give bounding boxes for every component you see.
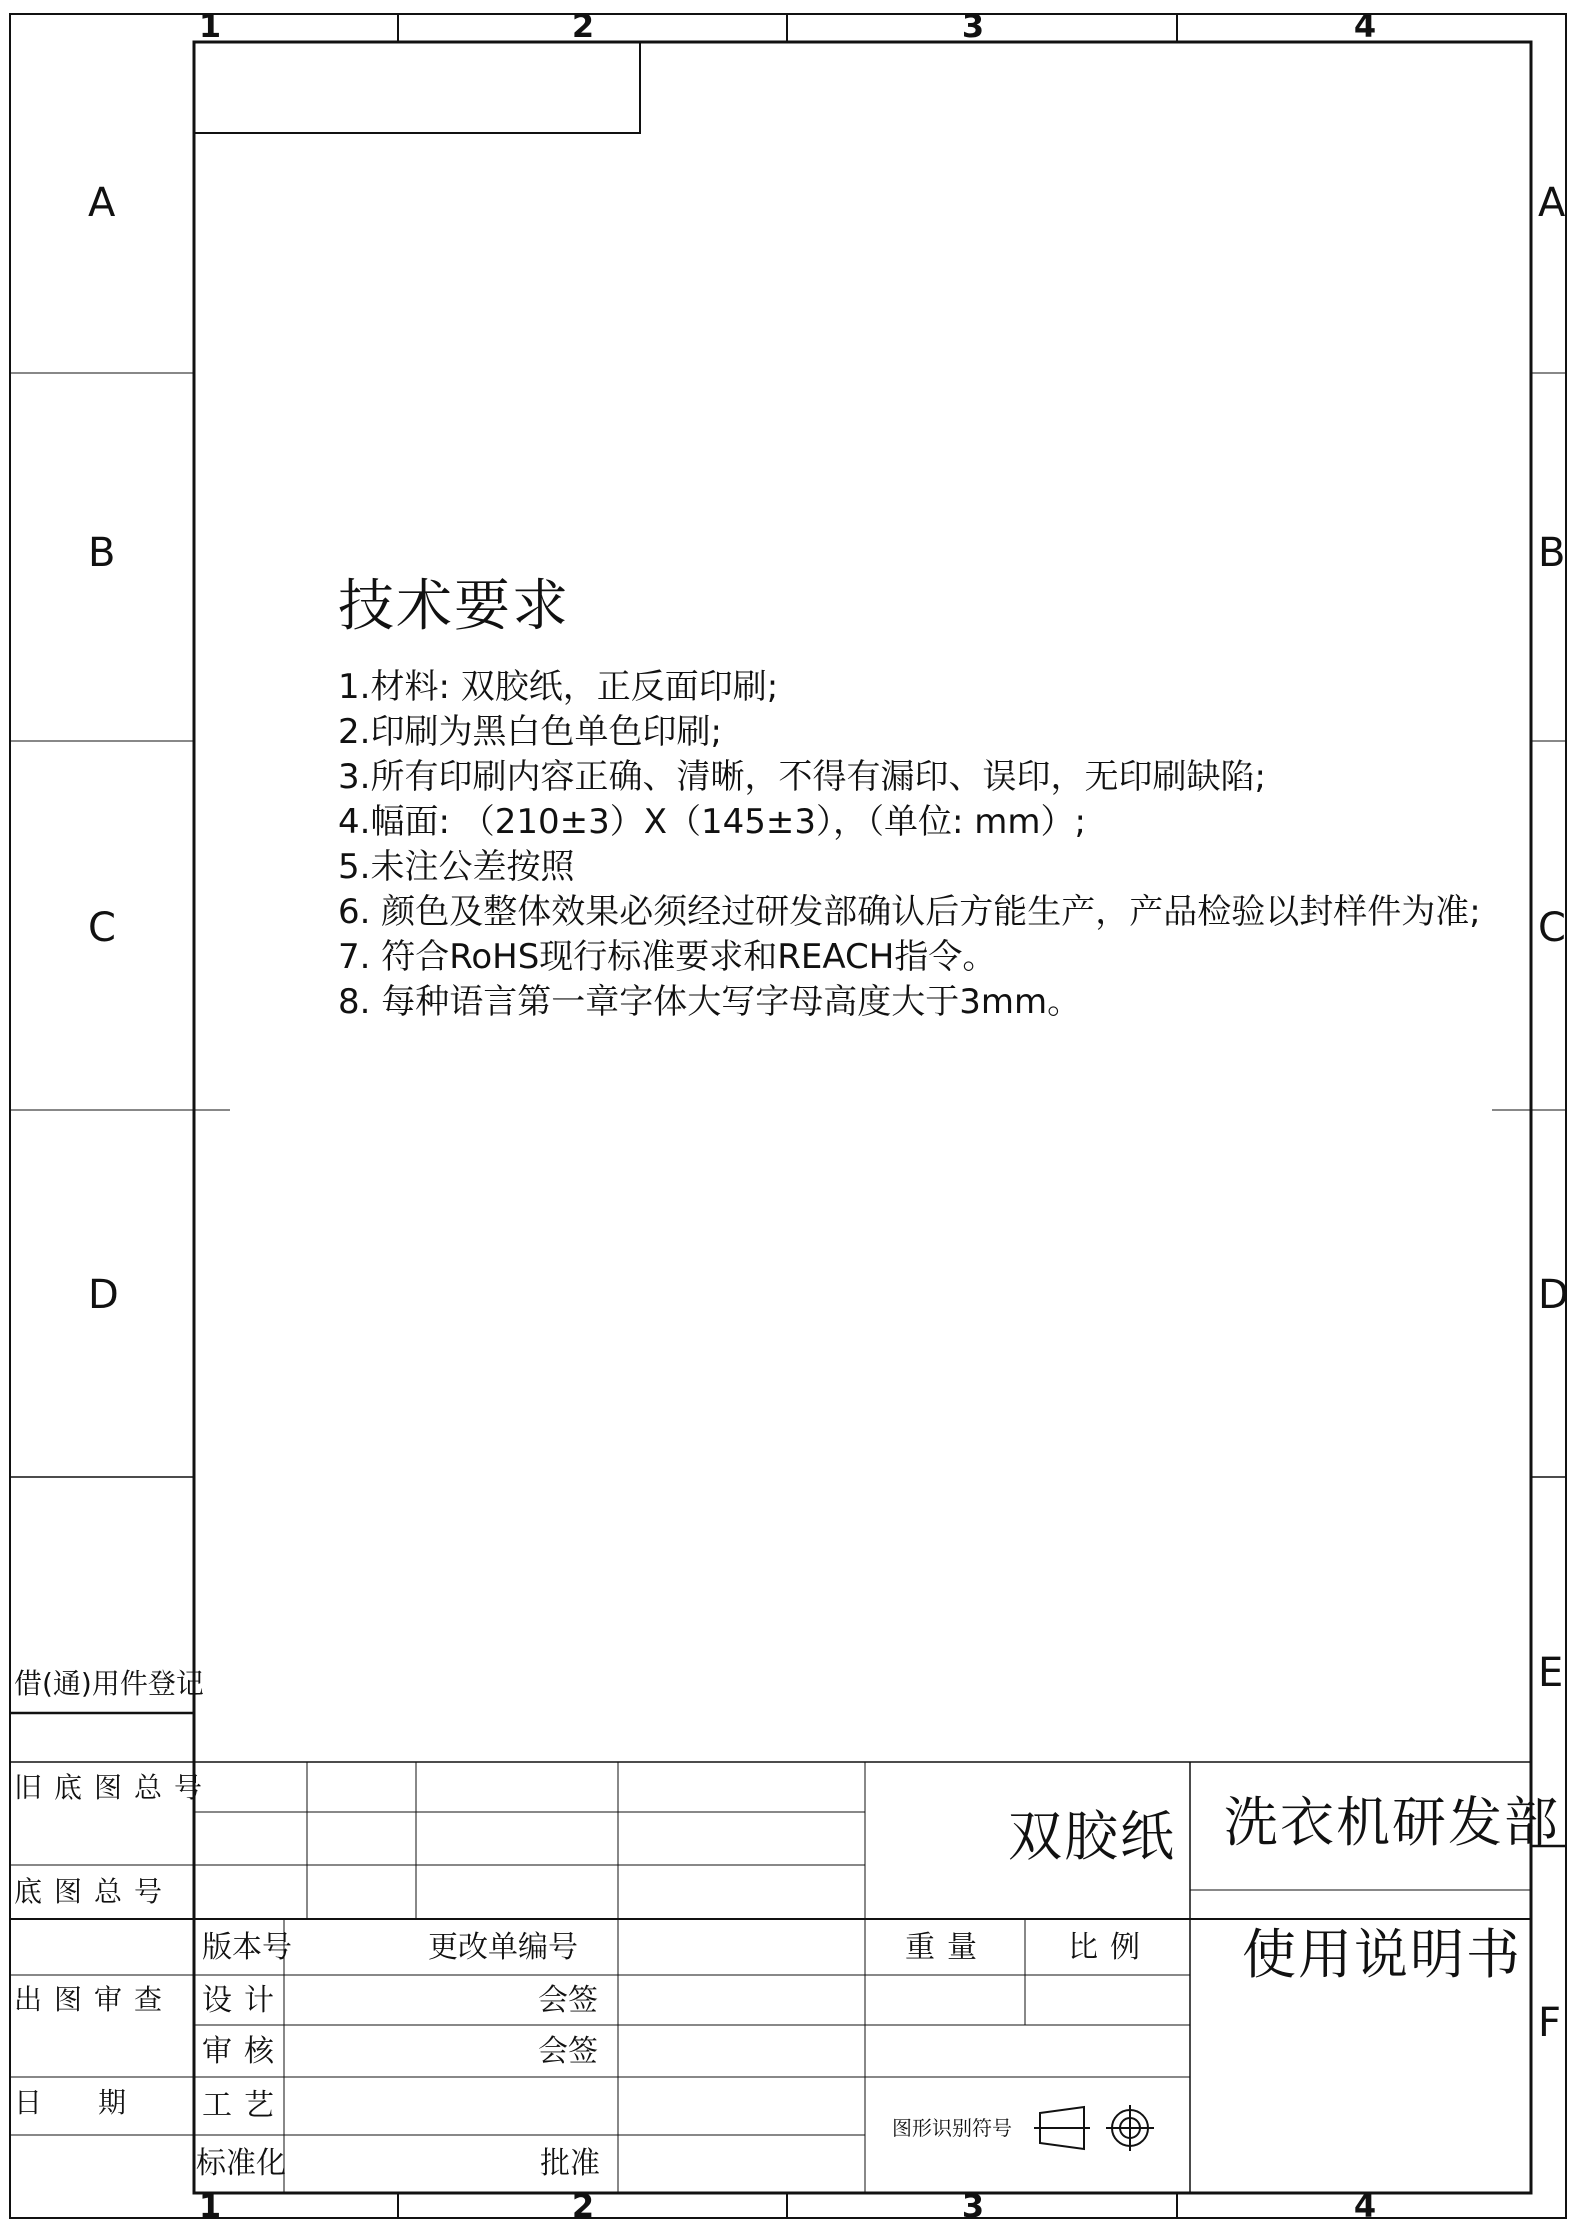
ruler-bottom-col-3: 3 [961,2187,985,2225]
ruler-left-row-b: B [88,530,116,576]
borrow-register-label: 借(通)用件登记 [14,1667,204,1700]
tech-requirements-list [338,665,1481,1025]
weight-label: 重量 [905,1930,989,1965]
date-label: 日 期 [14,2086,127,2119]
ruler-bottom-col-1: 1 [198,2187,222,2225]
ruler-right-row-f: F [1538,2000,1562,2046]
countersign-label: 会签 [538,2034,598,2069]
tech-requirement-item: 8. 每种语言第一章字体大写字母高度大于3mm。 [338,982,1082,1022]
ruler-right-row-a: A [1538,180,1566,226]
countersign-label: 会签 [538,1983,598,2018]
ruler-left-row-c: C [88,905,116,951]
ruler-top-col-1: 1 [198,7,222,45]
tech-requirement-item: 2.印刷为黑白色单色印刷; [338,712,722,752]
process-label: 工艺 [202,2088,286,2123]
ruler-right-row-e: E [1538,1650,1564,1696]
scale-label: 比例 [1068,1930,1152,1965]
design-label: 设计 [202,1983,286,2018]
ruler-left-row-a: A [88,180,116,226]
tech-requirement-item: 3.所有印刷内容正确、清晰，不得有漏印、误印，无印刷缺陷; [338,757,1266,797]
material-name: 双胶纸 [1008,1805,1176,1868]
ruler-right-row-b: B [1538,530,1566,576]
standardization-label: 标准化 [196,2146,286,2181]
ruler-top-col-2: 2 [571,7,595,45]
ruler-left-row-d: D [88,1272,119,1318]
approve-label: 批准 [540,2146,600,2181]
ruler-right-row-d: D [1538,1272,1569,1318]
drawing-review-label: 出图审查 [14,1983,175,2016]
tech-requirement-item: 7. 符合RoHS现行标准要求和REACH指令。 [338,937,997,977]
tech-requirement-item: 4.幅面: （210±3）X（145±3），（单位: mm）; [338,802,1086,842]
projection-symbol-icon [1034,2105,1154,2151]
review-label: 审核 [202,2034,286,2069]
change-order-number-label: 更改单编号 [428,1930,578,1965]
tech-requirements-title: 技术要求 [338,574,570,639]
graphic-symbol-label: 图形识别符号 [892,2116,1012,2140]
ruler-bottom-col-2: 2 [571,2187,595,2225]
drawing-number-label: 底图总号 [14,1875,175,1908]
ruler-bottom-col-4: 4 [1353,2187,1377,2225]
tech-requirement-item: 5.未注公差按照 [338,847,575,887]
tech-requirement-item: 1.材料: 双胶纸，正反面印刷; [338,667,779,707]
ruler-top-col-3: 3 [961,7,985,45]
tech-requirement-item: 6. 颜色及整体效果必须经过研发部确认后方能生产，产品检验以封样件为准; [338,892,1481,932]
ruler-right-row-c: C [1538,905,1566,951]
document-name: 使用说明书 [1242,1923,1522,1986]
department-name: 洗衣机研发部 [1224,1791,1560,1854]
version-number-label: 版本号 [202,1930,292,1965]
old-drawing-number-label: 旧底图总号 [14,1771,215,1804]
ruler-top-col-4: 4 [1353,7,1377,45]
